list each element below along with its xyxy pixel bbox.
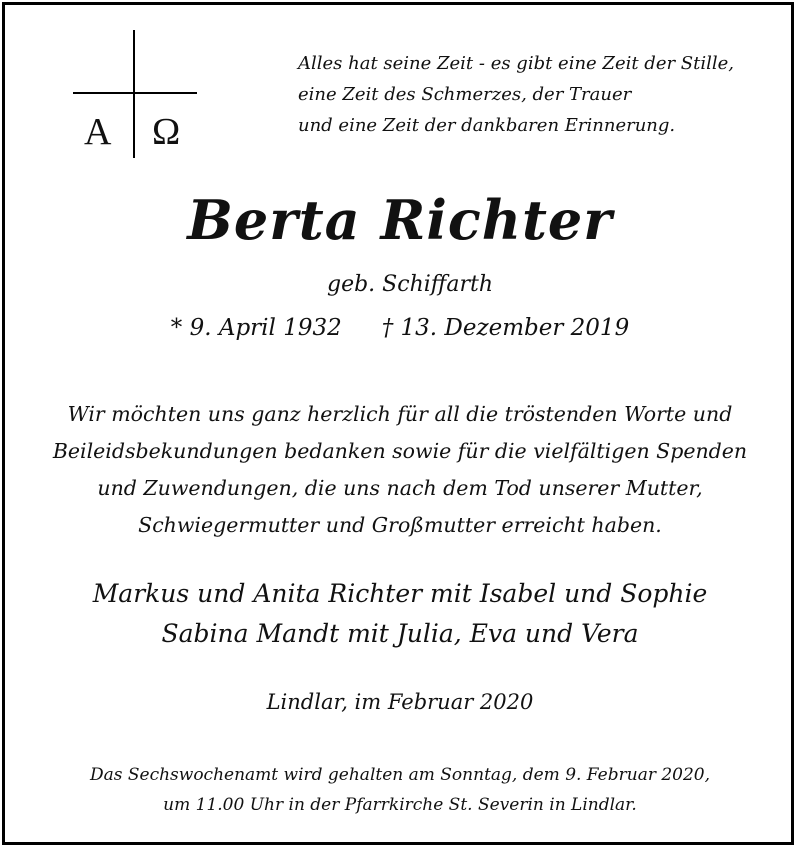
thanks-text: [0, 396, 800, 544]
thanks-line: und Zuwendungen, die uns nach dem Tod unserer Mutter,: [97, 476, 703, 500]
verse-line: Alles hat seine Zeit - es gibt eine Zeit der Stille,: [298, 53, 735, 74]
mass-announcement: [0, 760, 800, 820]
life-dates: [0, 315, 800, 341]
thanks-line: Beileidsbekundungen bedanken sowie für die vielfältigen Spenden: [52, 439, 748, 463]
verse: [298, 48, 768, 141]
place-date: Lindlar, im Februar 2020: [266, 690, 534, 714]
verse-line: eine Zeit des Schmerzes, der Trauer: [298, 84, 632, 105]
birth-date: * 9. April 1932: [170, 315, 342, 341]
death-date: † 13. Dezember 2019: [381, 315, 630, 341]
alpha-symbol: Α: [84, 111, 112, 153]
maiden-name: geb. Schiffarth: [327, 272, 493, 297]
cross-horizontal-bar: [73, 92, 197, 94]
cross-vertical-bar: [133, 30, 135, 158]
verse-line: und eine Zeit der dankbaren Erinnerung.: [298, 115, 676, 136]
mass-line: um 11.00 Uhr in der Pfarrkirche St. Severin in Lindlar.: [163, 795, 637, 815]
mass-line: Das Sechswochenamt wird gehalten am Sonntag, dem 9. Februar 2020,: [89, 765, 711, 785]
deceased-name: Berta Richter: [187, 188, 613, 252]
family-line: Sabina Mandt mit Julia, Eva und Vera: [161, 619, 639, 648]
family-signatures: [0, 574, 800, 654]
family-line: Markus und Anita Richter mit Isabel und Sophie: [92, 579, 708, 608]
thanks-line: Schwiegermutter und Großmutter erreicht haben.: [138, 513, 662, 537]
thanks-line: Wir möchten uns ganz herzlich für all die tröstenden Worte und: [67, 402, 733, 426]
omega-symbol: Ω: [152, 111, 181, 153]
